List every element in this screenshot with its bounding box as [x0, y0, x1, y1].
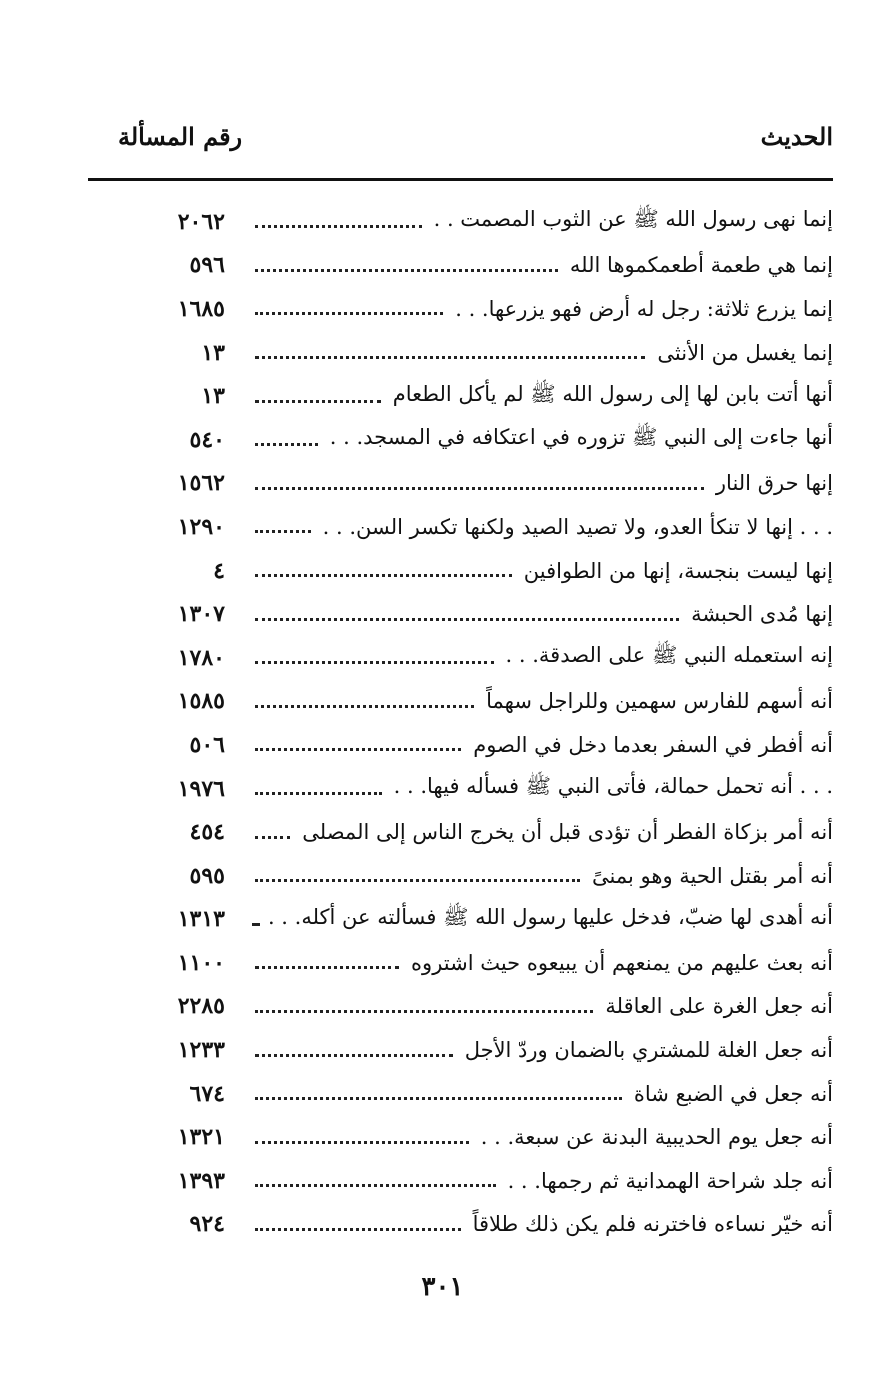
- dot-leader: [255, 572, 512, 577]
- dot-leader: [255, 834, 290, 839]
- issue-number: ١٩٧٦: [177, 775, 225, 802]
- dot-leader: [255, 659, 494, 664]
- index-entry: [150, 680, 833, 724]
- index-entry: [150, 505, 833, 549]
- index-entry: [150, 418, 833, 462]
- dot-leader: [255, 877, 580, 882]
- issue-number-column-heading: رقم المسألة: [118, 122, 243, 151]
- index-entry: [150, 985, 833, 1029]
- issue-number: ١٣٩٣: [177, 1167, 225, 1194]
- index-entry: [150, 1072, 833, 1116]
- issue-number: ٩٢٤: [189, 1211, 225, 1238]
- issue-number: ١٥٨٥: [177, 688, 225, 715]
- hadith-text: أنه بعث عليهم من يمنعهم أن يبيعوه حيث اشتروه: [411, 950, 833, 975]
- hadith-text: . . . إنها لا تنكأ العدو، ولا تصيد الصيد ولكنها تكسر السن. . .: [322, 514, 833, 539]
- hadith-text: أنه أفطر في السفر بعدما دخل في الصوم: [473, 732, 833, 757]
- dot-leader: [255, 1008, 593, 1013]
- issue-number: ١٣٠٧: [177, 601, 225, 628]
- index-entry: [150, 1028, 833, 1072]
- dot-leader: [255, 616, 679, 621]
- index-entry: [150, 374, 833, 418]
- hadith-text: أنه جعل الغلة للمشتري بالضمان وردّ الأجل: [464, 1038, 833, 1063]
- index-entry: [150, 592, 833, 636]
- issue-number: ٤٥٤: [189, 819, 225, 846]
- issue-number: ١٣١٣: [177, 906, 225, 933]
- hadith-text: أنه أهدى لها ضبّ، فدخل عليها رسول الله ﷺ فسألته عن أكله. . .: [267, 904, 833, 929]
- issue-number: ٥٤٠: [189, 426, 225, 453]
- index-entry: [150, 1115, 833, 1159]
- dot-leader: [255, 267, 558, 272]
- issue-number: ٥٩٦: [189, 252, 225, 279]
- index-entry: [150, 462, 833, 506]
- hadith-text: إنما نهى رسول الله ﷺ عن الثوب المصمت . .: [433, 207, 833, 232]
- header-divider: [88, 178, 833, 181]
- issue-number: ٤: [213, 557, 225, 584]
- hadith-text: أنه أمر بقتل الحية وهو بمنىً: [592, 863, 833, 888]
- dot-leader: [255, 354, 645, 359]
- index-entry: [150, 1159, 833, 1203]
- hadith-text: إنما يزرع ثلاثة: رجل له أرض فهو يزرعها. . .: [455, 296, 833, 321]
- index-entry: [150, 636, 833, 680]
- table-header: [88, 122, 833, 172]
- index-entry: [150, 244, 833, 288]
- hadith-text: أنها جاءت إلى النبي ﷺ تزوره في اعتكافه في المسجد. . .: [329, 425, 833, 450]
- dot-leader: [255, 746, 461, 751]
- issue-number: ١٣٢١: [177, 1124, 225, 1151]
- hadith-text: أنه جعل يوم الحديبية البدنة عن سبعة. . .: [480, 1125, 833, 1150]
- dot-leader: [255, 1226, 461, 1231]
- hadith-text: إنها ليست بنجسة، إنها من الطوافين: [523, 558, 833, 583]
- index-entry: [150, 854, 833, 898]
- hadith-text: إنها مُدى الحبشة: [691, 602, 833, 627]
- hadith-text: إنما هي طعمة أطعمكموها الله: [569, 253, 833, 278]
- issue-number: ٢٠٦٢: [177, 208, 225, 235]
- index-entry: [150, 549, 833, 593]
- issue-number: ١٣: [201, 383, 225, 410]
- index-entry: [150, 767, 833, 811]
- dot-leader: [255, 921, 256, 926]
- issue-number: ١٦٨٥: [177, 295, 225, 322]
- hadith-text: أنه جعل في الضبع شاة: [633, 1081, 833, 1106]
- dot-leader: [255, 703, 474, 708]
- issue-number: ١٧٨٠: [177, 644, 225, 671]
- hadith-text: أنها أتت بابن لها إلى رسول الله ﷺ لم يأكل الطعام: [392, 381, 833, 406]
- hadith-text: أنه أسهم للفارس سهمين وللراجل سهماً: [486, 689, 833, 714]
- issue-number: ١٢٣٣: [177, 1037, 225, 1064]
- hadith-text: أنه خيّر نساءه فاخترنه فلم يكن ذلك طلاقاً: [472, 1212, 833, 1237]
- dot-leader: [255, 398, 381, 403]
- hadith-text: أنه أمر بزكاة الفطر أن تؤدى قبل أن يخرج الناس إلى المصلى: [302, 820, 833, 845]
- hadith-text: إنه استعمله النبي ﷺ على الصدقة. . .: [505, 643, 833, 668]
- dot-leader: [255, 1052, 453, 1057]
- hadith-text: أنه جعل الغرة على العاقلة: [605, 994, 833, 1019]
- issue-number: ٥٩٥: [189, 862, 225, 889]
- index-list: [150, 200, 833, 1246]
- dot-leader: [255, 964, 399, 969]
- dot-leader: [255, 790, 382, 795]
- issue-number: ٥٠٦: [189, 731, 225, 758]
- dot-leader: [255, 1182, 496, 1187]
- hadith-text: إنها حرق النار: [715, 471, 833, 496]
- dot-leader: [255, 1139, 469, 1144]
- hadith-text: أنه جلد شراحة الهمدانية ثم رجمها. . .: [507, 1168, 833, 1193]
- issue-number: ٢٢٨٥: [177, 993, 225, 1020]
- issue-number: ١٢٩٠: [177, 513, 225, 540]
- dot-leader: [255, 310, 443, 315]
- dot-leader: [255, 1095, 622, 1100]
- issue-number: ١٣: [201, 339, 225, 366]
- index-entry: [150, 1203, 833, 1247]
- hadith-column-heading: الحديث: [760, 122, 833, 151]
- issue-number: ١١٠٠: [177, 949, 225, 976]
- dot-leader: [255, 441, 318, 446]
- dot-leader: [255, 528, 311, 533]
- index-entry: [150, 331, 833, 375]
- issue-number: ٦٧٤: [189, 1080, 225, 1107]
- dot-leader: [255, 485, 704, 490]
- index-entry: [150, 898, 833, 942]
- index-entry: [150, 200, 833, 244]
- index-entry: [150, 810, 833, 854]
- hadith-text: إنما يغسل من الأنثى: [657, 340, 833, 365]
- hadith-text: . . . أنه تحمل حمالة، فأتى النبي ﷺ فسأله فيها. . .: [393, 774, 833, 799]
- dot-leader: [255, 223, 422, 228]
- index-entry: [150, 287, 833, 331]
- index-entry: [150, 723, 833, 767]
- page-number: ٣٠١: [421, 1272, 464, 1302]
- issue-number: ١٥٦٢: [177, 470, 225, 497]
- index-entry: [150, 941, 833, 985]
